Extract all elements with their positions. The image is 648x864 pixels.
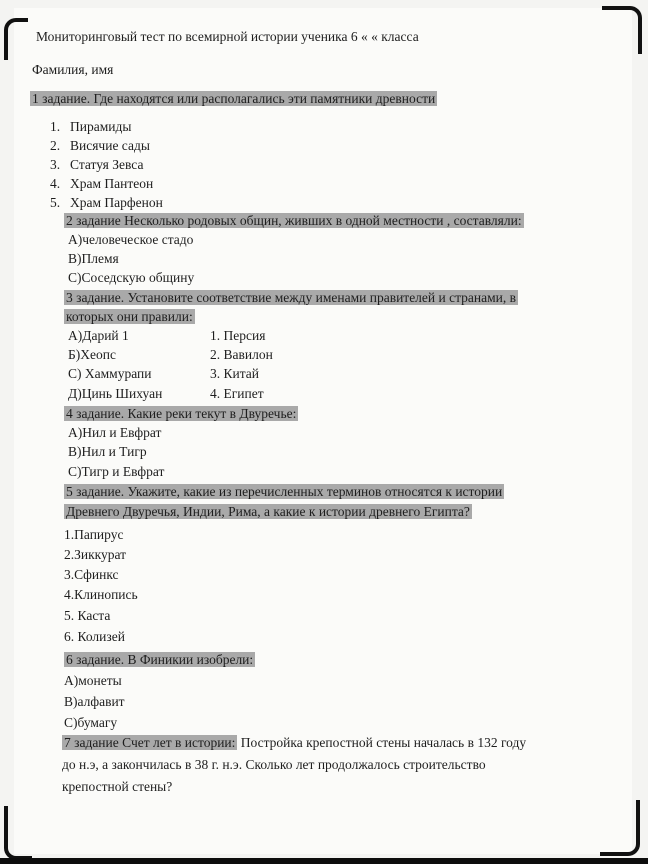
task5-term: 5. Каста: [64, 608, 111, 623]
task1-question: 1 задание. Где находятся или располагались эти памятники древности: [32, 91, 436, 106]
task2-option: С)Соседскую общину: [68, 270, 195, 285]
corner-bracket-top-left: [4, 18, 28, 60]
task3-ruler: Д)Цинь Шихуан: [68, 386, 163, 401]
task3-country: 1. Персия: [210, 328, 266, 343]
task4-question: 4 задание. Какие реки текут в Двуречье:: [66, 406, 297, 421]
task6-option: В)алфавит: [64, 694, 125, 709]
task5-term: 4.Клинопись: [64, 587, 138, 602]
name-field-label: Фамилия, имя: [32, 62, 114, 77]
task5-term: 3.Сфинкс: [64, 567, 119, 582]
task1-item: 3. Статуя Зевса: [50, 157, 144, 172]
corner-bracket-bottom-right: [600, 800, 640, 856]
task5-term: 1.Папирус: [64, 527, 124, 542]
task7-label: 7 задание Счет лет в истории:: [64, 735, 236, 750]
corner-bracket-bottom-left: [4, 806, 32, 860]
task5-question-line2: Древнего Двуречья, Индии, Рима, а какие к истории древнего Египта?: [66, 504, 470, 519]
task6-option: А)монеты: [64, 673, 122, 688]
task7-line2: до н.э, а закончилась в 38 г. н.э. Сколько лет продолжалось строительство: [62, 757, 486, 772]
task5-term: 6. Колизей: [64, 629, 125, 644]
task5-question-line1: 5 задание. Укажите, какие из перечисленных терминов относятся к истории: [66, 484, 503, 499]
task6-option: С)бумагу: [64, 715, 118, 730]
document-title: Мониторинговый тест по всемирной истории ученика 6 « « класса: [36, 29, 419, 44]
bottom-edge: [0, 858, 648, 864]
task2-question: 2 задание Несколько родовых общин, живших в одной местности , составляли:: [66, 213, 522, 228]
task1-item: 1. Пирамиды: [50, 119, 132, 134]
task3-country: 2. Вавилон: [210, 347, 273, 362]
task2-option: А)человеческое стадо: [68, 232, 194, 247]
task1-item: 5. Храм Парфенон: [50, 195, 163, 210]
task3-ruler: С) Хаммурапи: [68, 366, 152, 381]
task3-ruler: Б)Хеопс: [68, 347, 116, 362]
task4-option: С)Тигр и Евфрат: [68, 464, 165, 479]
corner-bracket-top-right: [602, 6, 642, 54]
task6-question: 6 задание. В Финикии изобрели:: [66, 652, 254, 667]
task4-option: В)Нил и Тигр: [68, 444, 147, 459]
task1-item: 4. Храм Пантеон: [50, 176, 154, 191]
task1-item: 2. Висячие сады: [50, 138, 150, 153]
task3-country: 3. Китай: [210, 366, 260, 381]
task4-option: А)Нил и Евфрат: [68, 425, 162, 440]
task5-term: 2.Зиккурат: [64, 547, 127, 562]
task3-question-line1: 3 задание. Установите соответствие между именами правителей и странами, в: [66, 290, 517, 305]
task7-line3: крепостной стены?: [62, 779, 173, 794]
task7-line1: 7 задание Счет лет в истории: Постройка крепостной стены началась в 132 году: [64, 735, 527, 750]
task3-question-line2: которых они правили:: [66, 309, 193, 324]
task3-ruler: А)Дарий 1: [68, 328, 129, 343]
task3-country: 4. Египет: [210, 386, 264, 401]
task2-option: В)Племя: [68, 251, 119, 266]
